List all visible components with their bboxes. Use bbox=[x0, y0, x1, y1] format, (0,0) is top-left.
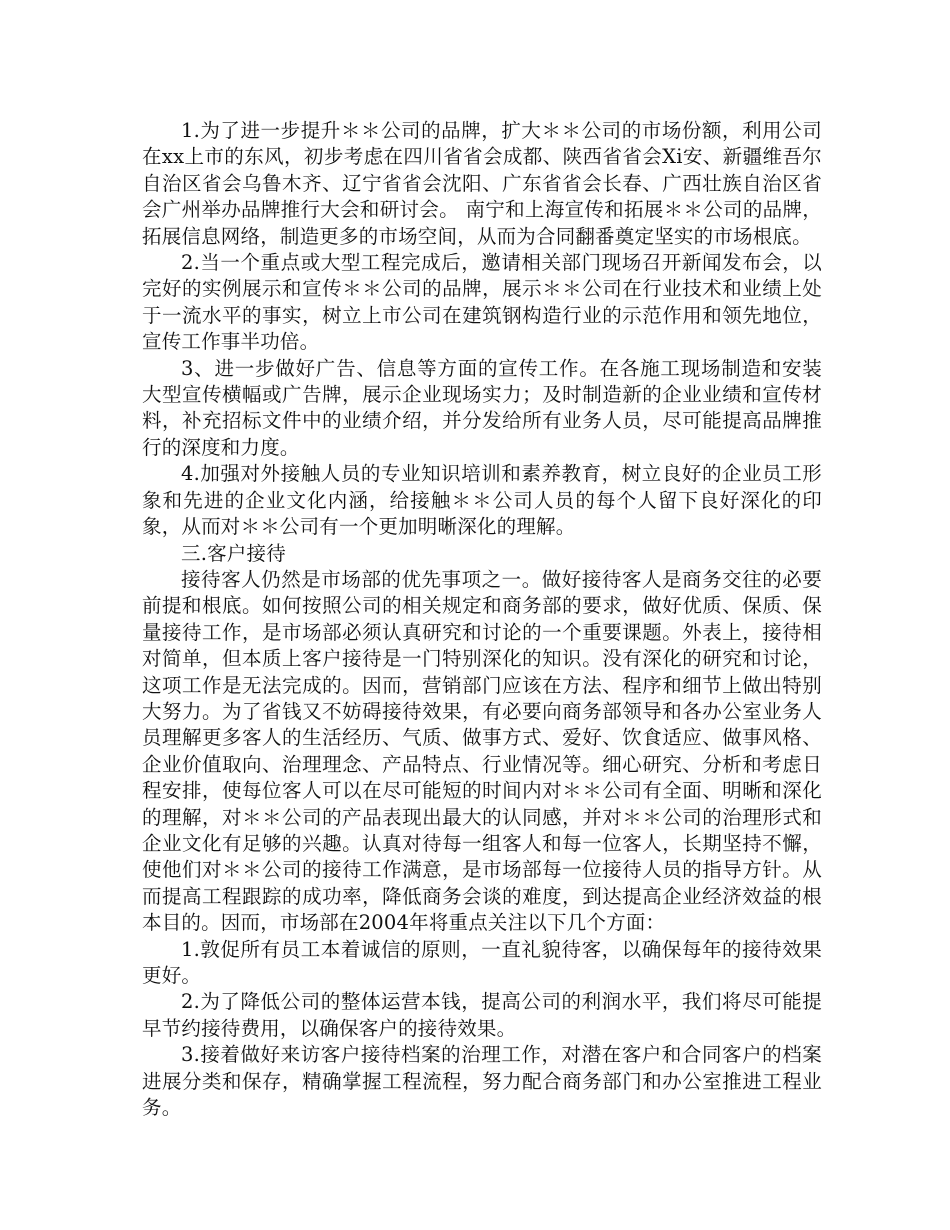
paragraph-4: 4.加强对外接触人员的专业知识培训和素养教育，树立良好的企业员工形象和先进的企业文化内涵，给接触＊＊公司人员的每个人留下良好深化的印象，从而对＊＊公司有一个更加明晰深化的理解。 bbox=[142, 462, 822, 539]
paragraph-2: 2.当一个重点或大型工程完成后，邀请相关部门现场召开新闻发布会，以完好的实例展示和宣传＊＊公司的品牌，展示＊＊公司在行业技术和业绩上处于一流水平的事实，树立上市公司在建筑钢构造行业的示范作用和领先地位，宣传工作事半功倍。 bbox=[142, 251, 822, 354]
document-page bbox=[142, 118, 822, 1121]
paragraph-3: 3、进一步做好广告、信息等方面的宣传工作。在各施工现场制造和安装大型宣传横幅或广告牌，展示企业现场实力；及时制造新的企业业绩和宣传材料，补充招标文件中的业绩介绍，并分发给所有业务人员，尽可能提高品牌推行的深度和力度。 bbox=[142, 356, 822, 459]
paragraph-1: 1.为了进一步提升＊＊公司的品牌，扩大＊＊公司的市场份额，利用公司在xx上市的东风，初步考虑在四川省省会成都、陕西省省会Xi安、新疆维吾尔自治区省会乌鲁木齐、辽宁省省会沈阳、广东省省会长春、广西壮族自治区省会广州举办品牌推行大会和研讨会。 南宁和上海宣传和拓展＊＊公司的品牌，拓展信息网络，制造更多的市场空间，从而为合同翻番奠定坚实的市场根底。 bbox=[142, 119, 822, 248]
section-paragraph-3: 2.为了降低公司的整体运营本钱，提高公司的利润水平，我们将尽可能提早节约接待费用，以确保客户的接待效果。 bbox=[142, 990, 822, 1040]
section-heading: 三.客户接待 bbox=[181, 541, 286, 565]
section-paragraph-4: 3.接着做好来访客户接待档案的治理工作，对潜在客户和合同客户的档案进展分类和保存，精确掌握工程流程，努力配合商务部门和办公室推进工程业务。 bbox=[142, 1043, 822, 1120]
section-paragraph-2: 1.敦促所有员工本着诚信的原则，一直礼貌待客，以确保每年的接待效果更好。 bbox=[142, 937, 822, 987]
section-paragraph-1: 接待客人仍然是市场部的优先事项之一。做好接待客人是商务交往的必要前提和根底。如何按照公司的相关规定和商务部的要求，做好优质、保质、保量接待工作，是市场部必须认真研究和讨论的一个重要课题。外表上，接待相对简单，但本质上客户接待是一门特别深化的知识。没有深化的研究和讨论，这项工作是无法完成的。因而，营销部门应该在方法、程序和细节上做出特别大努力。为了省钱又不妨碍接待效果，有必要向商务部领导和各办公室业务人员理解更多客人的生活经历、气质、做事方式、爱好、饮食适应、做事风格、企业价值取向、治理理念、产品特点、行业情况等。细心研究、分析和考虑日程安排，使每位客人可以在尽可能短的时间内对＊＊公司有全面、明晰和深化的理解，对＊＊公司的产品表现出最大的认同感，并对＊＊公司的治理形式和企业文化有足够的兴趣。认真对待每一组客人和每一位客人，长期坚持不懈，使他们对＊＊公司的接待工作满意，是市场部每一位接待人员的指导方针。从而提高工程跟踪的成功率，降低商务会谈的难度，到达提高企业经济效益的根本目的。因而，市场部在2004年将重点关注以下几个方面： bbox=[142, 567, 822, 935]
